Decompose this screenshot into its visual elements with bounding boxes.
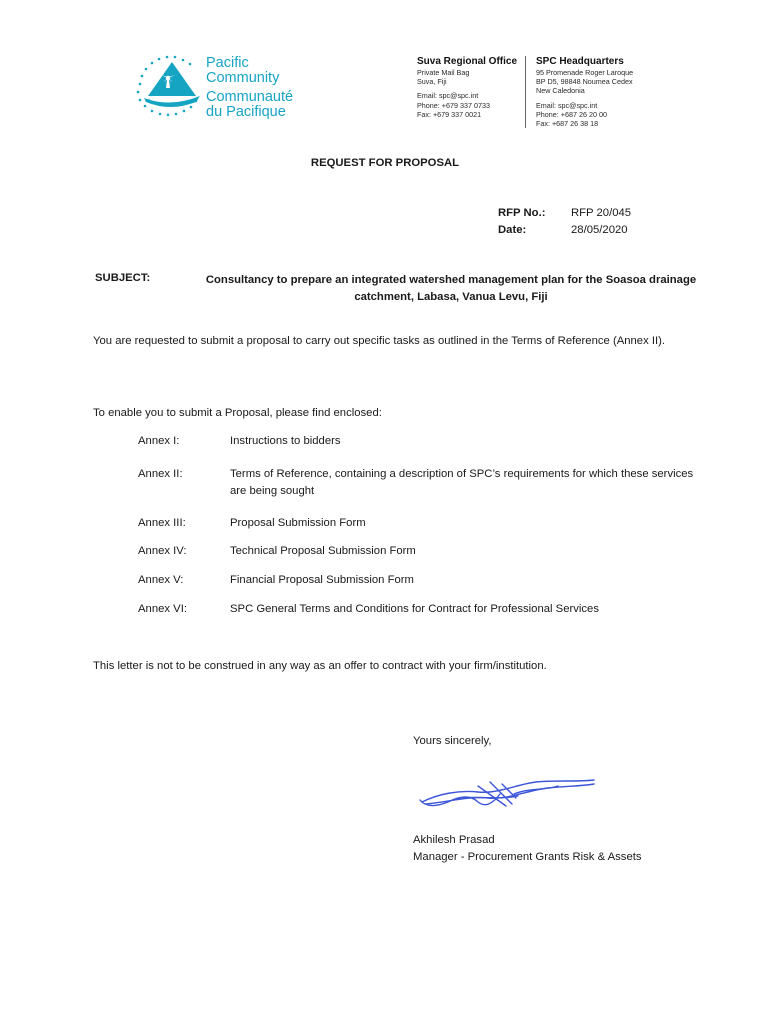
- annex-text: Terms of Reference, containing a description of SPC’s requirements for which these services are being sought: [230, 468, 694, 497]
- annex-item: [138, 466, 698, 500]
- document-title: REQUEST FOR PROPOSAL: [310, 157, 460, 169]
- annex-label: Annex II:: [138, 468, 183, 480]
- annex-label: Annex IV:: [138, 545, 187, 557]
- rfp-info: [498, 205, 631, 239]
- annex-text: Technical Proposal Submission Form: [230, 545, 416, 557]
- annex-label: Annex I:: [138, 435, 180, 447]
- subject-text: Consultancy to prepare an integrated watershed management plan for the Soasoa drainage catchment, Labasa, Vanua Levu, Fiji: [205, 274, 697, 303]
- suva-address-line: Private Mail Bag: [417, 68, 470, 77]
- hq-phone: Phone: +687 26 20 00: [536, 109, 607, 119]
- rfp-number-label: RFP No.:: [498, 207, 546, 219]
- annex-label: Annex VI:: [138, 603, 187, 615]
- suva-office-block: [417, 55, 521, 119]
- annex-item: [138, 515, 698, 532]
- suva-address-line: Suva, Fiji: [417, 77, 447, 87]
- annex-label: Annex V:: [138, 574, 184, 586]
- intro-paragraph: You are requested to submit a proposal to carry out specific tasks as outlined in the Terms of Reference (Annex II).: [93, 335, 666, 347]
- annex-item: [138, 572, 698, 589]
- signer-block: [413, 832, 642, 866]
- annex-text: Financial Proposal Submission Form: [230, 574, 414, 586]
- hq-address-line: New Caledonia: [536, 86, 585, 96]
- annex-text: Instructions to bidders: [230, 435, 341, 447]
- header-divider: [525, 56, 526, 128]
- annex-item: [138, 433, 698, 450]
- subject-label: SUBJECT:: [95, 272, 151, 284]
- hq-address-line: 95 Promenade Roger Laroque: [536, 68, 634, 77]
- hq-office-block: [536, 55, 656, 128]
- signature-image: [418, 772, 598, 814]
- signer-title: Manager - Procurement Grants Risk & Assets: [413, 851, 642, 863]
- closing-salutation: Yours sincerely,: [413, 735, 492, 747]
- annex-item: [138, 543, 698, 560]
- suva-email: Email: spc@spc.int: [417, 91, 479, 101]
- pacific-community-logo-icon: [134, 54, 204, 116]
- hq-fax: Fax: +687 26 38 18: [536, 119, 599, 129]
- logo-wordmark: [206, 56, 293, 120]
- annex-text: Proposal Submission Form: [230, 517, 366, 529]
- suva-phone: Phone: +679 337 0733: [417, 100, 490, 110]
- signer-name: Akhilesh Prasad: [413, 834, 495, 846]
- annex-item: [138, 601, 698, 618]
- rfp-date: 28/05/2020: [571, 224, 628, 236]
- rfp-number: RFP 20/045: [571, 207, 632, 219]
- logo-line-pacific: Pacific: [206, 55, 249, 71]
- hq-email: Email: spc@spc.int: [536, 100, 598, 110]
- disclaimer-paragraph: This letter is not to be construed in any way as an offer to contract with your firm/institution.: [93, 660, 547, 672]
- rfp-date-label: Date:: [498, 224, 527, 236]
- hq-address-line: BP D5, 98848 Noumea Cedex: [536, 77, 633, 87]
- annex-label: Annex III:: [138, 517, 186, 529]
- suva-office-title: Suva Regional Office: [417, 56, 518, 67]
- logo-line-community: Community: [206, 70, 280, 86]
- hq-title: SPC Headquarters: [536, 56, 624, 67]
- annex-text: SPC General Terms and Conditions for Contract for Professional Services: [230, 603, 599, 615]
- enclosed-paragraph: To enable you to submit a Proposal, please find enclosed:: [93, 407, 382, 419]
- suva-fax: Fax: +679 337 0021: [417, 109, 482, 119]
- logo-line-communaute: Communauté: [206, 89, 294, 105]
- logo-line-du-pacifique: du Pacifique: [206, 104, 286, 120]
